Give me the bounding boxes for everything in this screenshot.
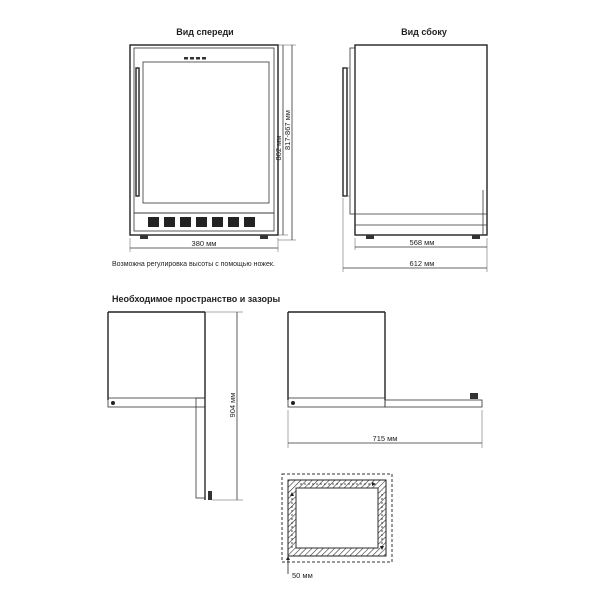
side-cabinet-outline bbox=[355, 45, 487, 235]
side-handle bbox=[343, 68, 347, 196]
door-open-height-label: 904 мм bbox=[228, 392, 237, 418]
side-foot-back bbox=[472, 235, 480, 239]
front-control-panel bbox=[184, 57, 206, 60]
front-width-label: 380 мм bbox=[191, 239, 217, 248]
side-open-door bbox=[385, 400, 482, 407]
side-door-edge bbox=[350, 48, 355, 214]
clearance-door-open-view bbox=[108, 312, 243, 500]
open-door-handle bbox=[208, 491, 212, 500]
front-height-range-label: 817-867 мм bbox=[283, 110, 292, 150]
clearance-side-open-view bbox=[288, 312, 482, 448]
side-foot-front bbox=[366, 235, 374, 239]
front-glass-panel bbox=[143, 62, 269, 203]
front-handle bbox=[136, 68, 139, 196]
front-vent-grille bbox=[134, 213, 274, 231]
gap-label: 50 мм bbox=[292, 571, 313, 580]
niche-gap-diagram bbox=[282, 474, 392, 580]
airflow-arrows bbox=[292, 484, 382, 548]
door-open-depth-label: 715 мм bbox=[372, 434, 398, 443]
front-cabinet-outline bbox=[130, 45, 278, 235]
side-total-depth-label: 612 мм bbox=[409, 259, 435, 268]
gap-hatched-area bbox=[288, 480, 386, 556]
front-view bbox=[112, 27, 296, 268]
side-depth-label: 568 мм bbox=[409, 238, 435, 247]
side-view-title: Вид сбоку bbox=[401, 27, 447, 37]
height-adjust-note: Возможна регулировка высоты с помощью ножек. bbox=[112, 261, 275, 268]
open-door bbox=[196, 398, 205, 498]
front-door-frame bbox=[134, 48, 274, 213]
cabinet-top-edge bbox=[108, 398, 205, 407]
side-open-door-handle bbox=[470, 393, 478, 399]
appliance-outline bbox=[296, 488, 378, 548]
front-view-title: Вид спереди bbox=[176, 27, 234, 37]
side-view bbox=[343, 27, 487, 272]
front-height-label: 802 мм bbox=[274, 135, 283, 161]
clearance-title: Необходимое пространство и зазоры bbox=[112, 294, 281, 304]
